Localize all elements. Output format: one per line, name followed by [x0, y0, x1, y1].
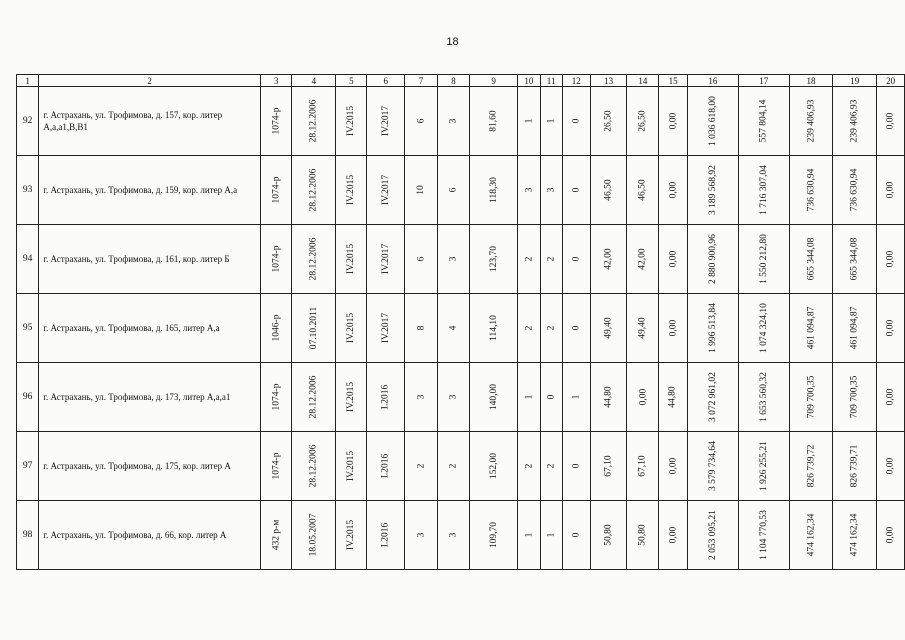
table-cell	[437, 87, 469, 156]
cell-value: 8	[415, 325, 426, 331]
cell-value: 2 053 095,21	[707, 510, 718, 560]
address-cell: г. Астрахань, ул. Трофимова, д. 159, кор. литер А,а	[39, 156, 261, 225]
cell-value: 109,70	[488, 521, 499, 549]
cell-value: 0,00	[668, 457, 679, 475]
table-cell	[292, 501, 336, 570]
table-cell	[738, 294, 789, 363]
cell-value: 1 653 560,32	[758, 372, 769, 422]
cell-value: 239 406,93	[849, 99, 860, 143]
table-cell	[833, 156, 877, 225]
cell-value: 1074-р	[271, 452, 282, 480]
cell-value: 3	[415, 394, 426, 400]
cell-value: 0	[571, 532, 582, 538]
table-cell	[437, 225, 469, 294]
column-header: 14	[627, 75, 659, 87]
column-header: 1	[17, 75, 39, 87]
cell-value: 1	[523, 532, 534, 538]
address-cell: г. Астрахань, ул. Трофимова, д. 165, литер А,а	[39, 294, 261, 363]
table-cell	[789, 501, 833, 570]
cell-value: 3	[448, 394, 459, 400]
cell-value: 3	[415, 532, 426, 538]
cell-value: 42,00	[637, 248, 648, 270]
table-cell	[470, 432, 518, 501]
cell-value: 46,50	[637, 179, 648, 201]
table-cell	[292, 87, 336, 156]
table-cell	[518, 363, 540, 432]
cell-value: 0,00	[637, 388, 648, 406]
cell-value: 2	[523, 463, 534, 469]
table-cell	[789, 225, 833, 294]
table-cell	[789, 294, 833, 363]
cell-value: 1074-р	[271, 107, 282, 135]
column-header: 19	[833, 75, 877, 87]
table-cell	[687, 225, 738, 294]
table-cell	[789, 363, 833, 432]
data-table	[16, 74, 905, 570]
cell-value: 28.12.2006	[308, 168, 319, 212]
table-cell	[437, 156, 469, 225]
table-cell	[470, 156, 518, 225]
cell-value: 1 074 324,10	[758, 303, 769, 353]
cell-value: 26,50	[637, 110, 648, 132]
cell-value: 49,40	[603, 317, 614, 339]
table-cell	[627, 294, 659, 363]
column-header: 11	[540, 75, 562, 87]
table-cell	[292, 294, 336, 363]
cell-value: 3	[448, 118, 459, 124]
table-row	[17, 363, 905, 432]
cell-value: 18.05.2007	[308, 513, 319, 557]
cell-value: 0,00	[885, 112, 896, 130]
cell-value: 1 104 770,53	[758, 510, 769, 560]
column-header: 3	[260, 75, 292, 87]
table-cell	[367, 363, 405, 432]
table-cell	[627, 225, 659, 294]
row-number-cell: 98	[17, 501, 39, 570]
table-cell	[540, 501, 562, 570]
address-cell: г. Астрахань, ул. Трофимова, д. 157, кор. литер А,а,а1,В,В1	[39, 87, 261, 156]
table-cell	[738, 432, 789, 501]
table-row	[17, 432, 905, 501]
cell-value: 1 926 255,21	[758, 441, 769, 491]
row-number-cell: 94	[17, 225, 39, 294]
table-cell	[738, 156, 789, 225]
column-header: 4	[292, 75, 336, 87]
cell-value: 665 344,08	[849, 237, 860, 281]
table-cell	[687, 156, 738, 225]
cell-value: 826 739,72	[806, 444, 817, 488]
table-row	[17, 87, 905, 156]
cell-value: 6	[448, 187, 459, 193]
table-cell	[659, 363, 688, 432]
table-cell	[437, 294, 469, 363]
table-cell	[877, 156, 905, 225]
cell-value: IV.2015	[346, 381, 357, 413]
table-cell	[687, 294, 738, 363]
table-cell	[518, 156, 540, 225]
cell-value: 1 996 513,84	[707, 303, 718, 353]
address-cell: г. Астрахань, ул. Трофимова, д. 66, кор. литер А	[39, 501, 261, 570]
table-cell	[562, 225, 590, 294]
table-cell	[877, 87, 905, 156]
cell-value: 2	[546, 463, 557, 469]
table-cell	[367, 225, 405, 294]
table-cell	[292, 432, 336, 501]
table-cell	[877, 225, 905, 294]
column-header: 2	[39, 75, 261, 87]
column-header: 16	[687, 75, 738, 87]
cell-value: 461 094,87	[849, 306, 860, 350]
table-cell	[833, 225, 877, 294]
table-cell	[659, 432, 688, 501]
cell-value: 4	[448, 325, 459, 331]
cell-value: 2 880 900,96	[707, 234, 718, 284]
cell-value: 3	[448, 532, 459, 538]
cell-value: 2	[415, 463, 426, 469]
table-cell	[562, 363, 590, 432]
cell-value: IV.2017	[380, 174, 391, 206]
table-cell	[336, 432, 367, 501]
column-header: 20	[877, 75, 905, 87]
cell-value: IV.2017	[380, 105, 391, 137]
cell-value: 44,80	[668, 386, 679, 408]
cell-value: 2	[546, 256, 557, 262]
cell-value: 2	[523, 325, 534, 331]
cell-value: 10	[415, 185, 426, 195]
column-header: 6	[367, 75, 405, 87]
cell-value: 0	[571, 187, 582, 193]
cell-value: 0,00	[885, 181, 896, 199]
table-cell	[590, 363, 627, 432]
table-cell	[877, 432, 905, 501]
table-cell	[540, 87, 562, 156]
table-cell	[437, 432, 469, 501]
cell-value: 118,30	[488, 177, 499, 203]
cell-value: 1046-р	[271, 314, 282, 342]
cell-value: 474 162,34	[806, 513, 817, 557]
cell-value: 07.10.2011	[308, 306, 319, 350]
cell-value: 67,10	[603, 455, 614, 477]
table-cell	[437, 501, 469, 570]
table-cell	[292, 363, 336, 432]
table-cell	[260, 225, 292, 294]
table-row	[17, 225, 905, 294]
cell-value: 3 072 961,02	[707, 372, 718, 422]
table-cell	[590, 156, 627, 225]
table-cell	[687, 501, 738, 570]
table-cell	[367, 294, 405, 363]
table-cell	[518, 225, 540, 294]
cell-value: 665 344,08	[806, 237, 817, 281]
table-cell	[659, 294, 688, 363]
cell-value: 28.12.2006	[308, 375, 319, 419]
cell-value: 42,00	[603, 248, 614, 270]
cell-value: 736 630,94	[806, 168, 817, 212]
cell-value: 709 700,35	[806, 375, 817, 419]
column-header: 7	[404, 75, 437, 87]
cell-value: 152,00	[488, 452, 499, 480]
table-cell	[404, 156, 437, 225]
table-cell	[260, 363, 292, 432]
cell-value: 1	[523, 394, 534, 400]
table-cell	[590, 294, 627, 363]
address-cell: г. Астрахань, ул. Трофимова, д. 175, кор. литер А	[39, 432, 261, 501]
table-cell	[562, 294, 590, 363]
table-cell	[627, 363, 659, 432]
table-cell	[738, 87, 789, 156]
table-cell	[833, 363, 877, 432]
table-cell	[738, 225, 789, 294]
cell-value: 1	[546, 118, 557, 124]
table-cell	[260, 294, 292, 363]
table-cell	[562, 501, 590, 570]
column-header: 8	[437, 75, 469, 87]
table-cell	[404, 87, 437, 156]
cell-value: 0,00	[885, 457, 896, 475]
table-cell	[367, 87, 405, 156]
table-cell	[404, 294, 437, 363]
table-cell	[562, 87, 590, 156]
table-cell	[833, 294, 877, 363]
table-cell	[540, 432, 562, 501]
table-cell	[336, 156, 367, 225]
row-number-cell: 95	[17, 294, 39, 363]
cell-value: 0	[571, 325, 582, 331]
table-cell	[336, 87, 367, 156]
cell-value: 3 579 734,64	[707, 441, 718, 491]
table-row	[17, 501, 905, 570]
cell-value: IV.2015	[346, 105, 357, 137]
cell-value: 0,00	[668, 181, 679, 199]
cell-value: 28.12.2006	[308, 444, 319, 488]
row-number-cell: 92	[17, 87, 39, 156]
table-cell	[518, 87, 540, 156]
table-cell	[540, 363, 562, 432]
column-header: 12	[562, 75, 590, 87]
cell-value: 0,00	[668, 112, 679, 130]
cell-value: 0,00	[668, 250, 679, 268]
cell-value: 0	[571, 118, 582, 124]
cell-value: 0,00	[885, 388, 896, 406]
table-cell	[590, 87, 627, 156]
cell-value: 28.12.2006	[308, 99, 319, 143]
row-number-cell: 97	[17, 432, 39, 501]
cell-value: 0	[571, 463, 582, 469]
cell-value: 461 094,87	[806, 306, 817, 350]
cell-value: IV.2015	[346, 243, 357, 275]
cell-value: 28.12.2006	[308, 237, 319, 281]
table-cell	[789, 432, 833, 501]
table-cell	[627, 156, 659, 225]
table-cell	[540, 294, 562, 363]
table-cell	[562, 156, 590, 225]
cell-value: 1074-р	[271, 176, 282, 204]
cell-value: 1 036 618,00	[707, 96, 718, 146]
table-cell	[687, 87, 738, 156]
cell-value: 2	[523, 256, 534, 262]
cell-value: 1074-р	[271, 245, 282, 273]
table-cell	[877, 363, 905, 432]
cell-value: I.2016	[380, 522, 391, 548]
table-cell	[260, 501, 292, 570]
cell-value: 709 700,35	[849, 375, 860, 419]
table-cell	[367, 501, 405, 570]
table-cell	[687, 432, 738, 501]
table-cell	[789, 87, 833, 156]
cell-value: I.2016	[380, 384, 391, 410]
cell-value: 557 804,14	[758, 99, 769, 143]
table-cell	[738, 363, 789, 432]
cell-value: 0,00	[668, 319, 679, 337]
cell-value: 2	[546, 325, 557, 331]
table-cell	[659, 156, 688, 225]
cell-value: 123,70	[488, 245, 499, 273]
cell-value: 0	[546, 394, 557, 400]
table-cell	[292, 225, 336, 294]
cell-value: 50,80	[637, 524, 648, 546]
cell-value: IV.2015	[346, 312, 357, 344]
cell-value: 0,00	[885, 526, 896, 544]
cell-value: 0,00	[885, 250, 896, 268]
cell-value: 140,00	[488, 383, 499, 411]
column-header: 5	[336, 75, 367, 87]
table-cell	[336, 501, 367, 570]
table-cell	[659, 87, 688, 156]
cell-value: 474 162,34	[849, 513, 860, 557]
cell-value: IV.2017	[380, 312, 391, 344]
column-header: 18	[789, 75, 833, 87]
column-header: 13	[590, 75, 627, 87]
table-cell	[437, 363, 469, 432]
cell-value: 1	[571, 394, 582, 400]
cell-value: 3	[546, 187, 557, 193]
table-cell	[562, 432, 590, 501]
table-cell	[260, 432, 292, 501]
cell-value: 50,80	[603, 524, 614, 546]
cell-value: 1 550 212,80	[758, 234, 769, 284]
table-row	[17, 156, 905, 225]
table-cell	[470, 87, 518, 156]
cell-value: 239 406,93	[806, 99, 817, 143]
table-cell	[833, 87, 877, 156]
cell-value: I.2016	[380, 453, 391, 479]
cell-value: 67,10	[637, 455, 648, 477]
table-cell	[687, 363, 738, 432]
cell-value: 0,00	[668, 526, 679, 544]
cell-value: 1	[546, 532, 557, 538]
cell-value: 6	[415, 118, 426, 124]
cell-value: IV.2015	[346, 519, 357, 551]
table-cell	[336, 225, 367, 294]
table-cell	[470, 225, 518, 294]
table-cell	[627, 501, 659, 570]
header-row	[17, 75, 905, 87]
table-cell	[367, 432, 405, 501]
table-cell	[404, 363, 437, 432]
column-header: 17	[738, 75, 789, 87]
table-cell	[627, 432, 659, 501]
table-cell	[518, 432, 540, 501]
cell-value: 3 189 568,92	[707, 165, 718, 215]
table-cell	[659, 501, 688, 570]
table-cell	[518, 501, 540, 570]
cell-value: 1 716 307,04	[758, 165, 769, 215]
column-header: 15	[659, 75, 688, 87]
row-number-cell: 93	[17, 156, 39, 225]
cell-value: 81,60	[488, 110, 499, 132]
cell-value: 432 р-м	[271, 519, 282, 551]
table-cell	[518, 294, 540, 363]
cell-value: IV.2017	[380, 243, 391, 275]
table-cell	[590, 432, 627, 501]
table-cell	[404, 225, 437, 294]
table-cell	[659, 225, 688, 294]
column-header: 10	[518, 75, 540, 87]
table-cell	[470, 501, 518, 570]
table-cell	[336, 294, 367, 363]
cell-value: 1	[523, 118, 534, 124]
table-cell	[627, 87, 659, 156]
column-header: 9	[470, 75, 518, 87]
table-cell	[789, 156, 833, 225]
cell-value: 0	[571, 256, 582, 262]
table-cell	[292, 156, 336, 225]
row-number-cell: 96	[17, 363, 39, 432]
table-cell	[260, 156, 292, 225]
table-cell	[470, 363, 518, 432]
table-cell	[540, 225, 562, 294]
cell-value: 26,50	[603, 110, 614, 132]
cell-value: 0,00	[885, 319, 896, 337]
cell-value: 114,10	[488, 315, 499, 341]
cell-value: IV.2015	[346, 174, 357, 206]
table-cell	[404, 432, 437, 501]
table-cell	[540, 156, 562, 225]
table-cell	[260, 87, 292, 156]
table-cell	[738, 501, 789, 570]
table-cell	[877, 294, 905, 363]
table-cell	[404, 501, 437, 570]
table-cell	[833, 501, 877, 570]
table-cell	[470, 294, 518, 363]
cell-value: 44,80	[603, 386, 614, 408]
page-number: 18	[446, 36, 459, 48]
cell-value: 49,40	[637, 317, 648, 339]
cell-value: IV.2015	[346, 450, 357, 482]
cell-value: 736 630,94	[849, 168, 860, 212]
table-row	[17, 294, 905, 363]
cell-value: 3	[448, 256, 459, 262]
address-cell: г. Астрахань, ул. Трофимова, д. 161, кор. литер Б	[39, 225, 261, 294]
table-cell	[833, 432, 877, 501]
table-cell	[590, 501, 627, 570]
cell-value: 2	[448, 463, 459, 469]
cell-value: 1074-р	[271, 383, 282, 411]
address-cell: г. Астрахань, ул. Трофимова, д. 173, литер А,а,а1	[39, 363, 261, 432]
table-cell	[367, 156, 405, 225]
table-cell	[590, 225, 627, 294]
cell-value: 6	[415, 256, 426, 262]
cell-value: 46,50	[603, 179, 614, 201]
table-cell	[336, 363, 367, 432]
cell-value: 3	[523, 187, 534, 193]
cell-value: 826 739,71	[849, 444, 860, 488]
table-cell	[877, 501, 905, 570]
